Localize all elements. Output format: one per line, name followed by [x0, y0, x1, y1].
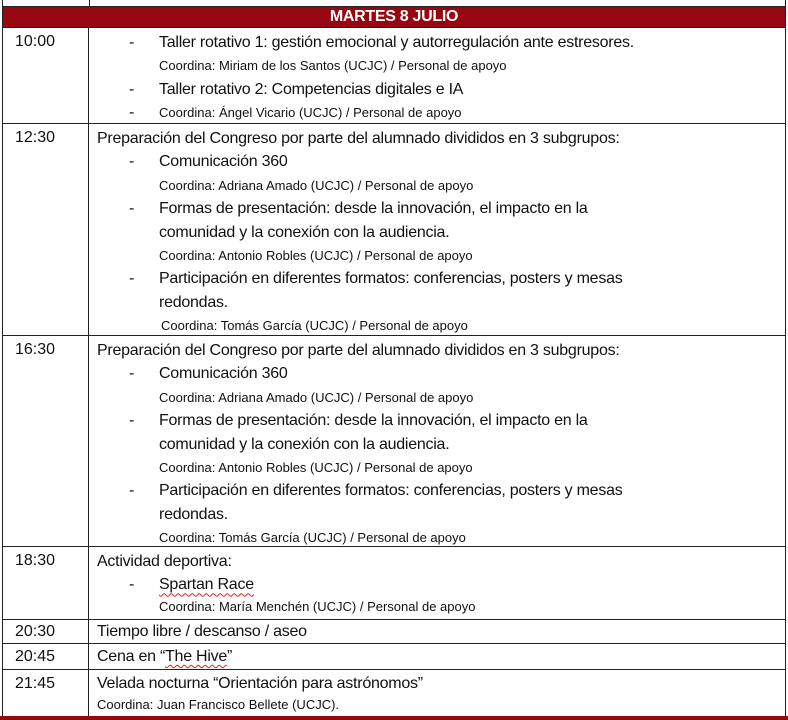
- table-row: [3, 124, 785, 336]
- time-cell: 16:30: [3, 336, 89, 546]
- table-row: [3, 28, 785, 124]
- list-item: - Comunicación 360: [129, 153, 288, 171]
- day-header: MARTES 8 JULIO: [3, 7, 785, 28]
- coordinator: Coordina: María Menchén (UCJC) / Personal de apoyo: [159, 598, 476, 614]
- list-item: - Formas de presentación: desde la innovación, el impacto en la: [129, 412, 588, 430]
- table-row: [3, 670, 785, 716]
- activity-cell: [89, 620, 785, 643]
- time-cell: 21:45: [3, 670, 89, 716]
- table-row: [3, 547, 785, 620]
- activity-cell: [89, 547, 785, 619]
- activity-cell: [89, 670, 785, 716]
- activity-intro: Tiempo libre / descanso / aseo: [97, 623, 307, 640]
- activity-cell: [89, 644, 785, 669]
- coordinator: Coordina: Juan Francisco Bellete (UCJC).: [97, 697, 340, 712]
- activity-intro: Velada nocturna “Orientación para astrónomos”: [97, 675, 423, 692]
- list-item: - Comunicación 360: [129, 365, 288, 383]
- time-cell: 12:30: [3, 124, 89, 335]
- coordinator: - Coordina: Ángel Vicario (UCJC) / Personal de apoyo: [129, 104, 462, 122]
- coordinator: Coordina: Antonio Robles (UCJC) / Personal de apoyo: [159, 460, 473, 476]
- coordinator: Coordina: Miriam de los Santos (UCJC) / Personal de apoyo: [159, 58, 507, 74]
- list-item: - Formas de presentación: desde la innovación, el impacto en la: [129, 200, 588, 218]
- table-row: [3, 620, 785, 644]
- list-item-continuation: redondas.: [159, 293, 228, 311]
- list-item: - Spartan Race: [129, 576, 254, 594]
- list-item: - Taller rotativo 1: gestión emocional y autorregulación ante estresores.: [129, 34, 634, 51]
- schedule-table: [2, 0, 786, 716]
- next-header-edge: [0, 716, 788, 720]
- list-item-continuation: comunidad y la conexión con la audiencia.: [159, 223, 450, 241]
- coordinator: Coordina: Tomás García (UCJC) / Personal de apoyo: [161, 318, 468, 334]
- table-row: [3, 336, 785, 547]
- activity-intro: Cena en “The Hive”: [97, 648, 233, 665]
- activity-cell: [89, 336, 785, 546]
- list-item: - Participación en diferentes formatos: conferencias, posters y mesas: [129, 482, 623, 500]
- activity-intro: Actividad deportiva:: [97, 553, 232, 570]
- list-item: - Participación en diferentes formatos: conferencias, posters y mesas: [129, 270, 623, 288]
- previous-row-edge: [3, 0, 785, 7]
- time-cell: 20:45: [3, 644, 89, 669]
- coordinator: Coordina: Adriana Amado (UCJC) / Personal de apoyo: [159, 389, 474, 405]
- activity-title: Taller rotativo 1: gestión emocional y autorregulación ante estresores.: [159, 34, 634, 51]
- coordinator: Coordina: Antonio Robles (UCJC) / Personal de apoyo: [159, 248, 473, 264]
- activity-title: Taller rotativo 2: Competencias digitales e IA: [159, 80, 464, 98]
- coordinator: Coordina: Tomás García (UCJC) / Personal de apoyo: [159, 530, 466, 546]
- coordinator: Coordina: Adriana Amado (UCJC) / Personal de apoyo: [159, 177, 474, 193]
- table-row: [3, 644, 785, 670]
- time-cell: 10:00: [3, 28, 89, 123]
- time-cell: 20:30: [3, 620, 89, 643]
- activity-cell: [89, 124, 785, 335]
- time-cell: 18:30: [3, 547, 89, 619]
- list-item: - Taller rotativo 2: Competencias digitales e IA: [129, 80, 464, 98]
- list-item-continuation: comunidad y la conexión con la audiencia.: [159, 435, 450, 453]
- list-item-continuation: redondas.: [159, 505, 228, 523]
- activity-intro: Preparación del Congreso por parte del alumnado divididos en 3 subgrupos:: [97, 130, 620, 147]
- activity-cell: [89, 28, 785, 123]
- activity-intro: Preparación del Congreso por parte del alumnado divididos en 3 subgrupos:: [97, 342, 620, 359]
